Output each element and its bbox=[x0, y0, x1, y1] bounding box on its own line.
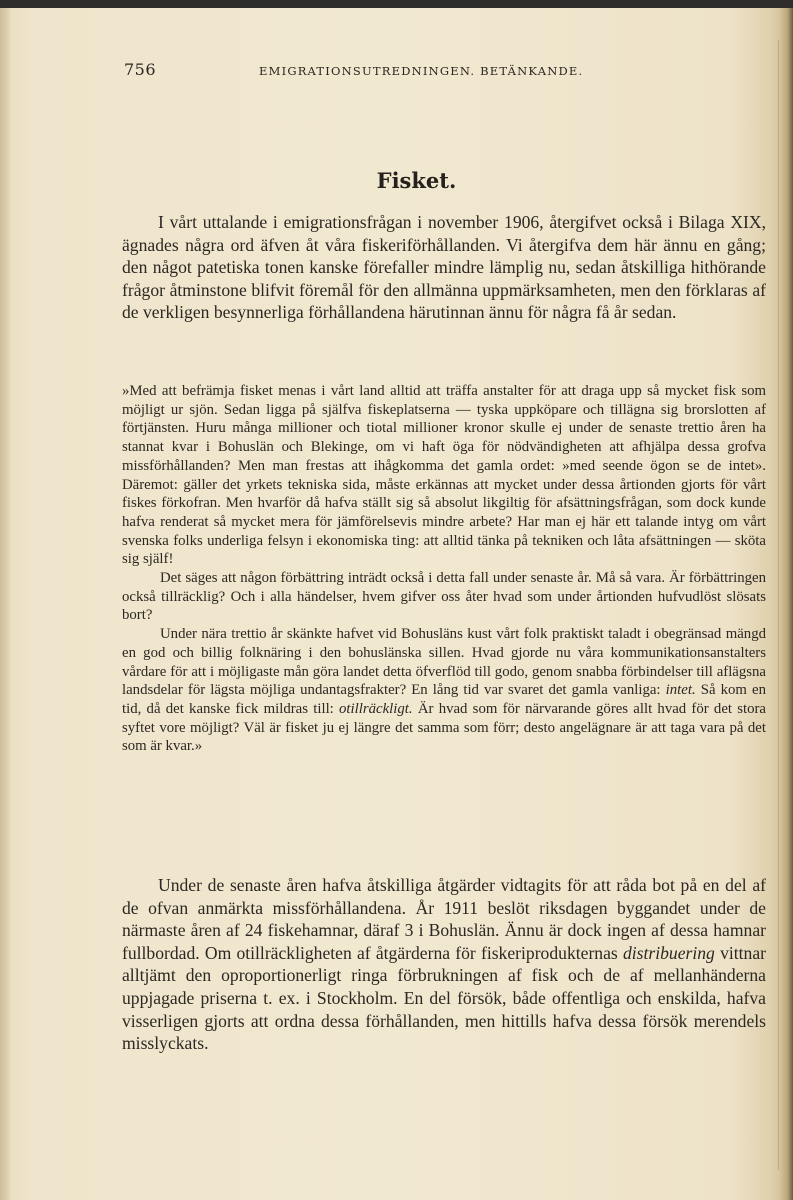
page-fold-line bbox=[778, 40, 779, 1170]
quote-paragraph-3 bbox=[122, 625, 766, 756]
running-head: EMIGRATIONSUTREDNINGEN. BETÄNKANDE. bbox=[259, 64, 584, 78]
quote-3-text-a: Under nära trettio år skänkte hafvet vid Bohusläns kust vårt folk praktiskt taladt i obegränsad mängd en god och billig folknäring i den bohuslänska sillen. Hvad gjorde nu våra kommunikationsanstalters vårdare för att i möjligaste mån göra landet detta öfverflöd till godo, genom snabba förbindelser till aflägsna landsdelar för lägsta möjliga undantagsfrakter? En lång tid var svaret det gamla vanliga: bbox=[122, 626, 766, 699]
final-paragraph bbox=[122, 874, 766, 1055]
quote-paragraph-1: »Med att befrämja fisket menas i vårt land alltid att träffa anstalter för att draga upp så mycket fisk som möjligt ur sjön. Sedan ligga på själfva fiskeplatserna — tyska uppköpare och tillägna sig brorslotten af förtjänsten. Huru många millioner och tiotal millioner kronor skulle ej under de senaste trettio åren ha stannat kvar i Bohuslän och Blekinge, om vi haft öga för nödvändigheten att afhjälpa dessa grofva missförhållanden? Men man frestas att ihågkomma det gamla ordet: »med seende ögon se de intet». Däremot: gäller det yrkets tekniska sida, måste erkännas att mycket under dessa årtionden gjorts för vårt fiskes förkofran. Men hvarför då hafva ställt sig så absolut likgiltig för afsättningsfrågan, som dock kunde hafva renderat så mycket mera för jämförelsevis mindre arbete? Har man ej här ett talande intyg om vårt svenska folks underliga felsyn i ekonomiska ting: att alltid tänka på tekniken och låta afsättningen — sköta sig själf! bbox=[122, 383, 766, 568]
quote-3-emphasis-intet: intet. bbox=[665, 682, 696, 699]
quote-3-text-c: Är hvad som för närvarande göres allt hvad för det stora syftet vore möjligt? Väl är fisket ju ej längre det samma som förr; desto angelägnare är att taga vara på det som är kvar.» bbox=[122, 700, 766, 755]
intro-paragraph-block bbox=[122, 211, 766, 324]
section-title: Fisket. bbox=[376, 168, 457, 193]
quote-3-emphasis-otillrackligt: otillräckligt. bbox=[339, 700, 413, 717]
final-text-b: vittnar alltjämt den oproportionerligt ringa förbrukningen af fisk och de af mellanhänderna uppjagade priserna t. ex. i Stockholm. En del försök, både offentliga och enskilda, hafva visserligen gjorts att ordna dessa förhållanden, men hittills hafva dessa försök merendels misslyckats. bbox=[122, 942, 766, 1054]
final-text-a: Under de senaste åren hafva åtskilliga åtgärder vidtagits för att råda bot på en del af de ofvan anmärkta missförhållandena. År 1911 beslöt riksdagen byggandet under de närmaste åren af 24 fiskehamnar, däraf 3 i Bohuslän. Ännu är dock ingen af dessa hamnar fullbordad. Om otillräckligheten af åtgärderna för fiskeriprodukternas bbox=[122, 875, 766, 963]
quote-paragraph-2: Det säges att någon förbättring inträdt också i detta fall under senaste år. Må så vara. Är förbättringen också tillräcklig? Och i alla händelser, hvem gifver oss åter hvad som under årtionden hufvudlöst slösats bort? bbox=[122, 570, 766, 624]
quote-3-text-b: Så kom en tid, då det kanske fick mildras till: bbox=[122, 682, 766, 717]
quotation-block bbox=[122, 382, 766, 756]
final-emphasis-distribuering: distribuering bbox=[622, 942, 715, 963]
page-number: 756 bbox=[124, 60, 157, 79]
intro-paragraph: I vårt uttalande i emigrationsfrågan i november 1906, återgifvet också i Bilaga XIX, ägnades några ord äfven åt våra fiskeriförhållanden. Vi återgifva dem här ännu en gång; den något patetiska tonen kanske förefaller mindre lämplig nu, sedan åtskilliga hithörande frågor åtminstone blifvit föremål för den allmänna uppmärksamheten, men den förklaras af de verkligen besynnerliga förhållandena härutinnan ännu för några få år sedan. bbox=[122, 212, 766, 323]
scan-top-border bbox=[0, 0, 793, 8]
final-paragraph-block bbox=[122, 874, 766, 1055]
